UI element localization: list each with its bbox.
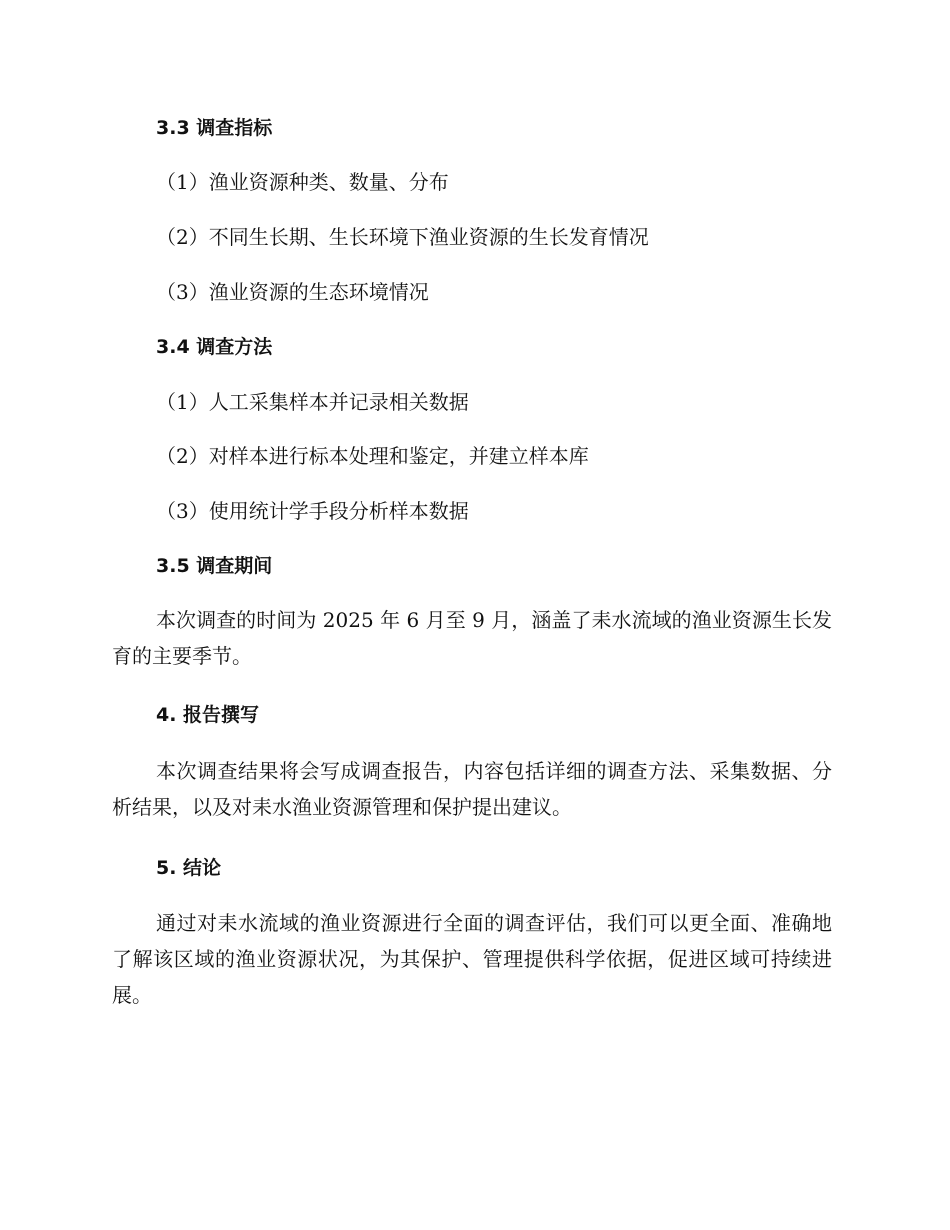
list-item: （3）渔业资源的生态环境情况 (156, 280, 429, 304)
list-item: （2）不同生长期、生长环境下渔业资源的生长发育情况 (156, 225, 649, 249)
section-5-heading: 5. 结论 (156, 857, 222, 879)
section-3-4-heading: 3.4 调查方法 (156, 336, 273, 358)
section-3-5-paragraph: 本次调查的时间为 2025 年 6 月至 9 月，涵盖了耒水流域的渔业资源生长发育的主要季节。 (112, 608, 832, 668)
section-3-5-heading: 3.5 调查期间 (156, 555, 273, 577)
section-4-paragraph: 本次调查结果将会写成调查报告，内容包括详细的调查方法、采集数据、分析结果，以及对耒水渔业资源管理和保护提出建议。 (112, 759, 832, 819)
list-item: （3）使用统计学手段分析样本数据 (156, 499, 469, 523)
section-5-paragraph: 通过对耒水流域的渔业资源进行全面的调查评估，我们可以更全面、准确地了解该区域的渔业资源状况，为其保护、管理提供科学依据，促进区域可持续进展。 (112, 911, 832, 1007)
section-3-3-heading: 3.3 调查指标 (156, 117, 273, 139)
section-4-heading: 4. 报告撰写 (156, 704, 260, 726)
list-item: （1）渔业资源种类、数量、分布 (156, 170, 449, 194)
list-item: （2）对样本进行标本处理和鉴定，并建立样本库 (156, 444, 589, 468)
list-item: （1）人工采集样本并记录相关数据 (156, 390, 469, 414)
